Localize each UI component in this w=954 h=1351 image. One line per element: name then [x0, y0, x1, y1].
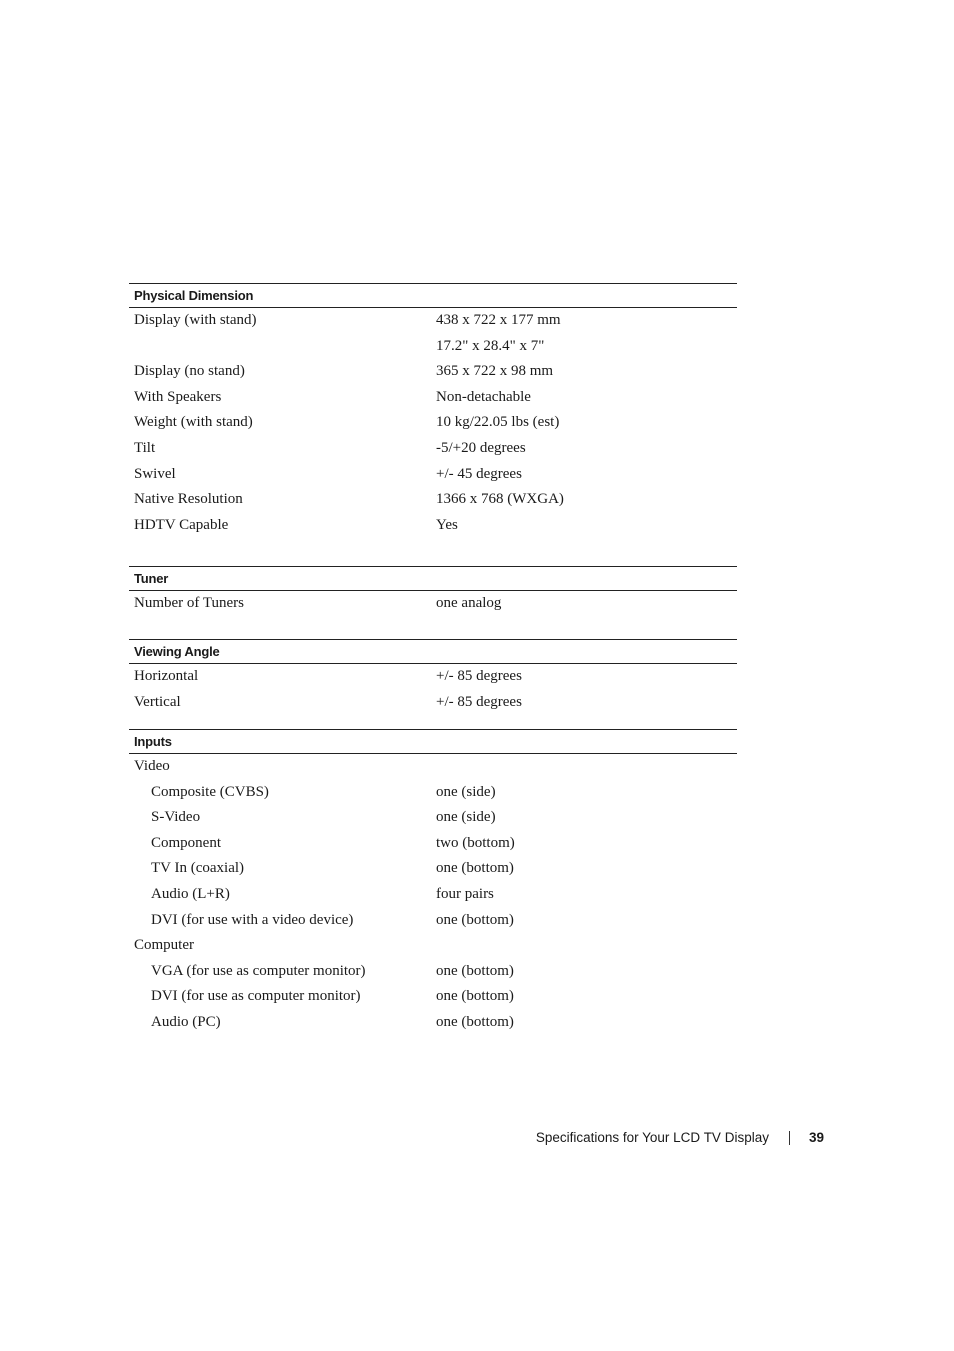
row-value: one (side) — [436, 783, 496, 800]
row-value: one (bottom) — [436, 988, 514, 1005]
row-label: Audio (PC) — [151, 1013, 221, 1030]
row-value: one (bottom) — [436, 1013, 514, 1030]
row-value: one (bottom) — [436, 962, 514, 979]
table-row — [129, 805, 737, 831]
table-row — [129, 591, 737, 617]
row-value: 438 x 722 x 177 mm — [436, 312, 561, 328]
table-row — [129, 1010, 737, 1036]
viewing-angle-section — [129, 639, 737, 715]
row-label: HDTV Capable — [134, 516, 229, 533]
section-heading: Viewing Angle — [129, 639, 737, 664]
table-row — [129, 690, 737, 716]
table-row — [129, 664, 737, 690]
table-row — [129, 856, 737, 882]
table-row — [129, 334, 737, 360]
row-value: Non-detachable — [436, 388, 531, 405]
row-value: +/- 45 degrees — [436, 465, 522, 482]
table-row — [129, 410, 737, 436]
table-row — [129, 513, 737, 539]
row-label: Audio (L+R) — [151, 885, 230, 902]
row-value: -5/+20 degrees — [436, 439, 526, 456]
table-row — [129, 754, 737, 780]
table-row — [129, 933, 737, 959]
footer-title: Specifications for Your LCD TV Display — [535, 1130, 769, 1145]
row-value: one (bottom) — [436, 860, 514, 877]
table-row — [129, 462, 737, 488]
row-label: With Speakers — [134, 388, 222, 405]
tuner-section — [129, 566, 737, 617]
table-row — [129, 984, 737, 1010]
table-row — [129, 385, 737, 411]
physical-dimension-section — [129, 283, 737, 538]
row-label: Native Resolution — [134, 491, 243, 508]
row-label: Computer — [134, 937, 194, 954]
row-label: Weight (with stand) — [134, 414, 253, 431]
row-value: four pairs — [436, 885, 494, 902]
row-label: VGA (for use as computer monitor) — [151, 962, 366, 979]
section-heading: Inputs — [129, 729, 737, 754]
footer-divider — [789, 1131, 790, 1145]
table-row — [129, 831, 737, 857]
row-label: Component — [151, 834, 221, 851]
row-label: Vertical — [134, 693, 181, 710]
row-label: Composite (CVBS) — [151, 783, 269, 800]
row-label: DVI (for use as computer monitor) — [151, 988, 361, 1005]
row-label: Video — [134, 758, 170, 774]
row-value: one analog — [436, 595, 502, 611]
row-label: Swivel — [134, 465, 176, 482]
row-label: Number of Tuners — [134, 595, 245, 611]
table-row — [129, 359, 737, 385]
row-value: +/- 85 degrees — [436, 668, 522, 684]
table-row — [129, 908, 737, 934]
row-value: 10 kg/22.05 lbs (est) — [436, 414, 560, 431]
section-heading: Physical Dimension — [129, 283, 737, 308]
page-footer — [536, 1130, 824, 1145]
row-value: Yes — [436, 516, 458, 533]
table-row — [129, 882, 737, 908]
inputs-section — [129, 729, 737, 1036]
row-value: one (side) — [436, 809, 496, 826]
row-value: 17.2" x 28.4" x 7" — [436, 337, 545, 354]
table-row — [129, 959, 737, 985]
row-value: 365 x 722 x 98 mm — [436, 363, 554, 380]
row-label: Tilt — [134, 439, 156, 456]
row-label: Display (with stand) — [134, 312, 257, 328]
row-label: Display (no stand) — [134, 363, 245, 380]
row-label: DVI (for use with a video device) — [151, 911, 354, 928]
table-row — [129, 436, 737, 462]
row-value: 1366 x 768 (WXGA) — [436, 491, 564, 508]
row-value: one (bottom) — [436, 911, 514, 928]
section-heading: Tuner — [129, 566, 737, 591]
row-label: Horizontal — [134, 668, 199, 684]
table-row — [129, 780, 737, 806]
row-label: S-Video — [151, 809, 201, 826]
row-label: TV In (coaxial) — [151, 860, 245, 877]
table-row — [129, 308, 737, 334]
table-row — [129, 487, 737, 513]
row-value: two (bottom) — [436, 834, 515, 851]
page-number: 39 — [808, 1130, 824, 1145]
row-value: +/- 85 degrees — [436, 693, 522, 710]
